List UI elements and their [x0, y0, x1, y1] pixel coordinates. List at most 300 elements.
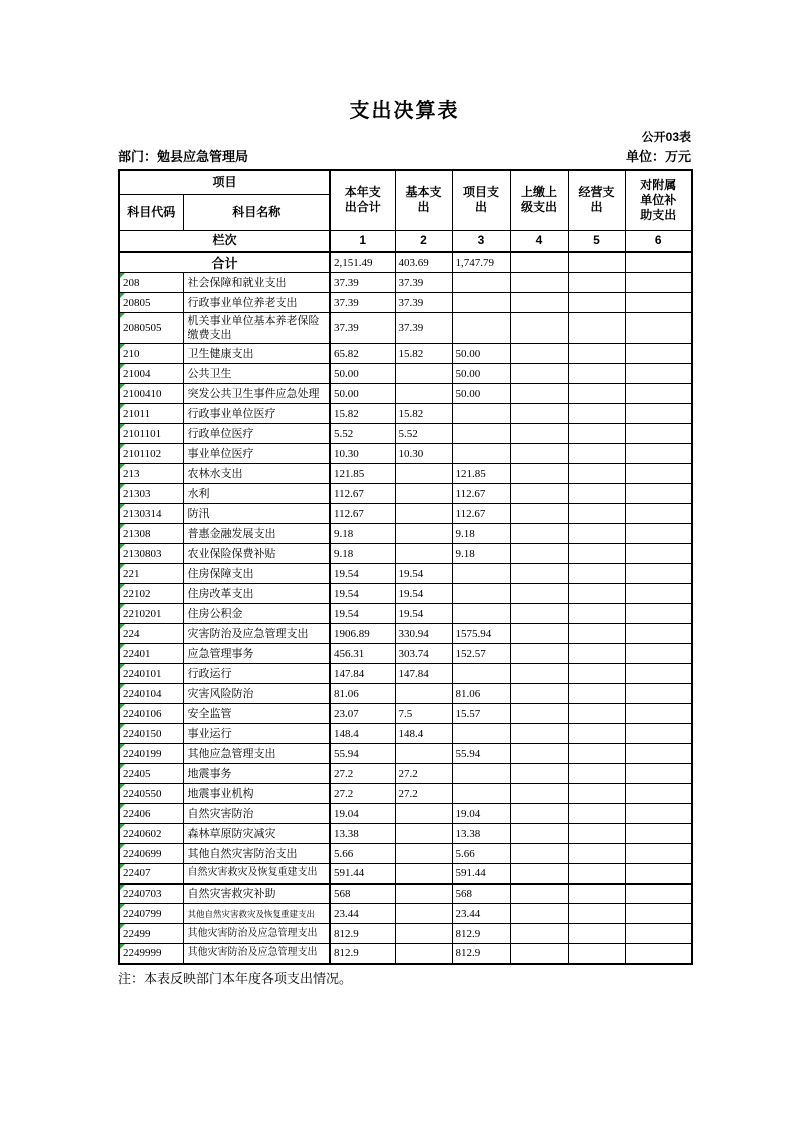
value-cell	[395, 364, 452, 384]
table-row	[119, 924, 692, 944]
value-cell	[395, 944, 452, 964]
table-row	[119, 604, 692, 624]
value-cell	[568, 504, 625, 524]
subject-name-cell: 农业保险保费补贴	[183, 544, 330, 564]
value-cell	[510, 784, 568, 804]
value-cell	[395, 864, 452, 884]
value-cell	[568, 444, 625, 464]
table-row	[119, 504, 692, 524]
value-cell	[452, 313, 510, 344]
value-cell	[452, 404, 510, 424]
value-cell	[625, 924, 692, 944]
value-cell: 50.00	[330, 384, 395, 404]
value-cell	[452, 724, 510, 744]
value-cell	[395, 484, 452, 504]
total-value-6	[625, 252, 692, 273]
subject-code-cell: 21011	[119, 404, 183, 424]
table-row	[119, 764, 692, 784]
value-cell	[510, 624, 568, 644]
value-cell: 50.00	[452, 344, 510, 364]
table-row	[119, 584, 692, 604]
value-cell	[510, 644, 568, 664]
value-cell	[625, 313, 692, 344]
value-cell: 303.74	[395, 644, 452, 664]
value-cell: 1575.94	[452, 624, 510, 644]
value-cell: 15.82	[395, 344, 452, 364]
value-cell	[395, 504, 452, 524]
table-row	[119, 784, 692, 804]
value-cell: 147.84	[395, 664, 452, 684]
value-cell	[510, 424, 568, 444]
value-cell	[510, 824, 568, 844]
value-cell: 121.85	[452, 464, 510, 484]
value-cell	[625, 464, 692, 484]
value-cell	[452, 293, 510, 313]
value-cell	[625, 504, 692, 524]
subject-code-cell: 22401	[119, 644, 183, 664]
value-cell: 812.9	[452, 924, 510, 944]
column-number-6: 6	[625, 230, 692, 252]
column-number-2: 2	[395, 230, 452, 252]
subject-code-cell: 21303	[119, 484, 183, 504]
subject-name-cell: 自然灾害防治	[183, 804, 330, 824]
value-cell	[625, 524, 692, 544]
value-cell: 9.18	[452, 544, 510, 564]
value-cell	[452, 784, 510, 804]
value-cell: 19.54	[330, 584, 395, 604]
subject-code-cell: 22102	[119, 584, 183, 604]
value-cell	[395, 384, 452, 404]
value-cell	[568, 464, 625, 484]
value-cell: 15.82	[395, 404, 452, 424]
table-row	[119, 524, 692, 544]
value-cell	[452, 764, 510, 784]
subject-name-cell: 其他应急管理支出	[183, 744, 330, 764]
table-row	[119, 904, 692, 924]
subject-name-cell: 其他自然灾害防治支出	[183, 844, 330, 864]
subject-name-cell: 行政事业单位养老支出	[183, 293, 330, 313]
value-cell	[395, 744, 452, 764]
footnote: 注：本表反映部门本年度各项支出情况。	[118, 970, 353, 986]
value-cell	[510, 564, 568, 584]
value-cell: 13.38	[452, 824, 510, 844]
value-cell	[568, 624, 625, 644]
table-row	[119, 344, 692, 364]
value-cell	[510, 764, 568, 784]
total-value-2: 403.69	[395, 252, 452, 273]
value-cell	[510, 384, 568, 404]
value-cell	[625, 404, 692, 424]
subject-name-cell: 其他灾害防治及应急管理支出	[183, 924, 330, 944]
table-row	[119, 644, 692, 664]
value-cell: 50.00	[452, 384, 510, 404]
value-cell	[568, 484, 625, 504]
value-cell: 812.9	[330, 944, 395, 964]
value-cell: 152.57	[452, 644, 510, 664]
value-cell: 19.54	[395, 564, 452, 584]
value-cell: 568	[452, 884, 510, 904]
table-row	[119, 484, 692, 504]
header-col-upturn: 上缴上级支出	[510, 170, 568, 230]
subject-name-cell: 地震事务	[183, 764, 330, 784]
column-index-row	[119, 230, 692, 252]
value-cell: 19.54	[330, 564, 395, 584]
value-cell: 812.9	[452, 944, 510, 964]
subject-code-cell: 2101102	[119, 444, 183, 464]
value-cell	[568, 844, 625, 864]
value-cell: 147.84	[330, 664, 395, 684]
value-cell	[568, 744, 625, 764]
value-cell	[568, 604, 625, 624]
value-cell: 55.94	[330, 744, 395, 764]
value-cell	[568, 644, 625, 664]
subject-code-cell: 21308	[119, 524, 183, 544]
value-cell	[568, 384, 625, 404]
value-cell: 591.44	[452, 864, 510, 884]
value-cell	[568, 724, 625, 744]
table-row	[119, 664, 692, 684]
subject-code-cell: 2240150	[119, 724, 183, 744]
subject-name-cell: 行政单位医疗	[183, 424, 330, 444]
value-cell: 19.54	[395, 584, 452, 604]
subject-code-cell: 208	[119, 273, 183, 293]
value-cell	[510, 444, 568, 464]
subject-name-cell: 安全监管	[183, 704, 330, 724]
value-cell: 19.54	[395, 604, 452, 624]
subject-code-cell: 2240106	[119, 704, 183, 724]
value-cell	[568, 904, 625, 924]
value-cell: 5.66	[330, 844, 395, 864]
value-cell: 15.82	[330, 404, 395, 424]
value-cell: 81.06	[452, 684, 510, 704]
value-cell	[568, 884, 625, 904]
value-cell	[452, 424, 510, 444]
value-cell	[395, 684, 452, 704]
value-cell	[510, 604, 568, 624]
value-cell	[510, 584, 568, 604]
value-cell	[625, 704, 692, 724]
value-cell	[625, 844, 692, 864]
value-cell	[625, 424, 692, 444]
table-row	[119, 384, 692, 404]
subject-name-cell: 事业单位医疗	[183, 444, 330, 464]
header-project: 项目	[119, 170, 330, 194]
subject-code-cell: 2240199	[119, 744, 183, 764]
subject-name-cell: 社会保障和就业支出	[183, 273, 330, 293]
value-cell	[395, 524, 452, 544]
column-number-3: 3	[452, 230, 510, 252]
value-cell: 37.39	[330, 273, 395, 293]
value-cell: 37.39	[395, 273, 452, 293]
value-cell	[510, 864, 568, 884]
value-cell	[395, 924, 452, 944]
value-cell	[395, 544, 452, 564]
value-cell: 27.2	[330, 764, 395, 784]
value-cell: 5.52	[395, 424, 452, 444]
value-cell: 19.54	[330, 604, 395, 624]
subject-name-cell: 事业运行	[183, 724, 330, 744]
value-cell	[510, 404, 568, 424]
value-cell: 456.31	[330, 644, 395, 664]
value-cell	[568, 824, 625, 844]
value-cell	[452, 604, 510, 624]
header-col-subsidy: 对附属单位补助支出	[625, 170, 692, 230]
value-cell	[625, 484, 692, 504]
value-cell	[452, 273, 510, 293]
value-cell: 148.4	[395, 724, 452, 744]
value-cell: 9.18	[452, 524, 510, 544]
subject-name-cell: 灾害风险防治	[183, 684, 330, 704]
header-col-year-total: 本年支出合计	[330, 170, 395, 230]
value-cell	[625, 764, 692, 784]
value-cell	[625, 624, 692, 644]
table-row	[119, 364, 692, 384]
value-cell: 330.94	[395, 624, 452, 644]
subject-name-cell: 卫生健康支出	[183, 344, 330, 364]
value-cell	[568, 564, 625, 584]
value-cell: 37.39	[395, 313, 452, 344]
value-cell: 19.04	[330, 804, 395, 824]
value-cell	[568, 313, 625, 344]
value-cell: 15.57	[452, 704, 510, 724]
value-cell	[510, 904, 568, 924]
meta-row	[118, 148, 691, 166]
value-cell	[510, 944, 568, 964]
value-cell	[568, 344, 625, 364]
value-cell	[568, 273, 625, 293]
value-cell	[510, 293, 568, 313]
subject-name-cell: 其他自然灾害救灾及恢复重建支出	[183, 904, 330, 924]
value-cell	[452, 564, 510, 584]
value-cell	[568, 864, 625, 884]
value-cell	[625, 684, 692, 704]
value-cell	[568, 704, 625, 724]
subject-code-cell: 2080505	[119, 313, 183, 344]
subject-name-cell: 其他灾害防治及应急管理支出	[183, 944, 330, 964]
subject-code-cell: 2240550	[119, 784, 183, 804]
value-cell: 591.44	[330, 864, 395, 884]
value-cell	[568, 684, 625, 704]
value-cell: 27.2	[395, 784, 452, 804]
subject-code-cell: 2130803	[119, 544, 183, 564]
value-cell	[395, 904, 452, 924]
value-cell	[625, 644, 692, 664]
subject-code-cell: 22405	[119, 764, 183, 784]
value-cell	[452, 664, 510, 684]
subject-name-cell: 突发公共卫生事件应急处理	[183, 384, 330, 404]
value-cell	[510, 884, 568, 904]
value-cell: 13.38	[330, 824, 395, 844]
value-cell	[625, 364, 692, 384]
subject-name-cell: 农林水支出	[183, 464, 330, 484]
value-cell: 19.04	[452, 804, 510, 824]
value-cell	[395, 804, 452, 824]
value-cell: 50.00	[452, 364, 510, 384]
value-cell: 148.4	[330, 724, 395, 744]
subject-code-cell: 22406	[119, 804, 183, 824]
value-cell	[395, 844, 452, 864]
value-cell	[625, 724, 692, 744]
value-cell: 1906.89	[330, 624, 395, 644]
subject-name-cell: 普惠金融发展支出	[183, 524, 330, 544]
value-cell: 65.82	[330, 344, 395, 364]
subject-code-cell: 2240104	[119, 684, 183, 704]
page-title: 支出决算表	[349, 100, 460, 122]
value-cell	[568, 424, 625, 444]
value-cell	[510, 744, 568, 764]
value-cell	[568, 924, 625, 944]
subject-code-cell: 2249999	[119, 944, 183, 964]
value-cell	[510, 464, 568, 484]
subject-code-cell: 224	[119, 624, 183, 644]
subject-name-cell: 机关事业单位基本养老保险缴费支出	[183, 313, 330, 344]
column-index-label: 栏次	[119, 230, 330, 252]
table-row	[119, 704, 692, 724]
value-cell	[625, 884, 692, 904]
table-row	[119, 464, 692, 484]
header-col-operating: 经营支出	[568, 170, 625, 230]
subject-code-cell: 2240602	[119, 824, 183, 844]
value-cell	[568, 664, 625, 684]
value-cell	[625, 293, 692, 313]
total-value-1: 2,151.49	[330, 252, 395, 273]
value-cell	[510, 844, 568, 864]
form-code-label: 公开03表	[641, 130, 691, 144]
value-cell	[510, 273, 568, 293]
value-cell	[625, 273, 692, 293]
value-cell	[568, 804, 625, 824]
value-cell	[625, 824, 692, 844]
value-cell: 568	[330, 884, 395, 904]
value-cell	[510, 704, 568, 724]
total-value-3: 1,747.79	[452, 252, 510, 273]
value-cell	[510, 524, 568, 544]
table-row	[119, 544, 692, 564]
table-row	[119, 724, 692, 744]
value-cell	[625, 584, 692, 604]
value-cell	[625, 384, 692, 404]
table-row	[119, 684, 692, 704]
value-cell	[625, 444, 692, 464]
subject-code-cell: 2240703	[119, 884, 183, 904]
value-cell	[395, 884, 452, 904]
header-col-basic: 基本支出	[395, 170, 452, 230]
subject-code-cell: 22407	[119, 864, 183, 884]
value-cell: 112.67	[330, 504, 395, 524]
header-subject-code: 科目代码	[119, 194, 183, 230]
table-row	[119, 424, 692, 444]
value-cell: 7.5	[395, 704, 452, 724]
table-row	[119, 444, 692, 464]
subject-code-cell: 2240799	[119, 904, 183, 924]
subject-code-cell: 213	[119, 464, 183, 484]
table-row	[119, 824, 692, 844]
subject-name-cell: 住房保障支出	[183, 564, 330, 584]
value-cell: 37.39	[330, 293, 395, 313]
subject-code-cell: 2101101	[119, 424, 183, 444]
subject-name-cell: 公共卫生	[183, 364, 330, 384]
value-cell: 55.94	[452, 744, 510, 764]
table-row	[119, 864, 692, 884]
value-cell	[510, 724, 568, 744]
subject-code-cell: 22499	[119, 924, 183, 944]
value-cell	[568, 764, 625, 784]
table-row	[119, 844, 692, 864]
subject-code-cell: 2130314	[119, 504, 183, 524]
subject-name-cell: 森林草原防灾减灾	[183, 824, 330, 844]
value-cell: 27.2	[395, 764, 452, 784]
column-number-1: 1	[330, 230, 395, 252]
value-cell	[625, 544, 692, 564]
column-number-5: 5	[568, 230, 625, 252]
column-number-4: 4	[510, 230, 568, 252]
value-cell	[510, 684, 568, 704]
unit-label: 单位：万元	[625, 149, 691, 164]
value-cell: 50.00	[330, 364, 395, 384]
value-cell: 10.30	[395, 444, 452, 464]
table-row	[119, 944, 692, 964]
value-cell	[625, 904, 692, 924]
subject-name-cell: 防汛	[183, 504, 330, 524]
value-cell: 5.66	[452, 844, 510, 864]
value-cell	[510, 504, 568, 524]
value-cell: 112.67	[452, 504, 510, 524]
value-cell	[395, 824, 452, 844]
table-row	[119, 313, 692, 344]
value-cell	[568, 524, 625, 544]
subject-code-cell: 2210201	[119, 604, 183, 624]
table-row	[119, 624, 692, 644]
value-cell: 112.67	[330, 484, 395, 504]
value-cell: 5.52	[330, 424, 395, 444]
value-cell: 23.44	[330, 904, 395, 924]
header-col-project-exp: 项目支出	[452, 170, 510, 230]
value-cell	[568, 544, 625, 564]
value-cell	[510, 364, 568, 384]
value-cell	[510, 544, 568, 564]
subject-code-cell: 2240699	[119, 844, 183, 864]
subject-code-cell: 2100410	[119, 384, 183, 404]
value-cell: 37.39	[395, 293, 452, 313]
value-cell: 812.9	[330, 924, 395, 944]
value-cell	[625, 344, 692, 364]
total-value-4	[510, 252, 568, 273]
subject-name-cell: 住房公积金	[183, 604, 330, 624]
subject-name-cell: 应急管理事务	[183, 644, 330, 664]
value-cell	[568, 944, 625, 964]
value-cell	[510, 484, 568, 504]
value-cell	[510, 664, 568, 684]
subject-name-cell: 行政事业单位医疗	[183, 404, 330, 424]
value-cell	[625, 804, 692, 824]
value-cell	[510, 344, 568, 364]
subject-name-cell: 行政运行	[183, 664, 330, 684]
total-row	[119, 252, 692, 273]
table-row	[119, 564, 692, 584]
value-cell: 121.85	[330, 464, 395, 484]
table-row	[119, 884, 692, 904]
table-row	[119, 804, 692, 824]
value-cell	[395, 464, 452, 484]
value-cell	[510, 804, 568, 824]
value-cell	[625, 944, 692, 964]
department-label: 部门：勉县应急管理局	[118, 149, 249, 164]
value-cell: 23.44	[452, 904, 510, 924]
value-cell	[568, 584, 625, 604]
value-cell	[625, 864, 692, 884]
value-cell: 37.39	[330, 313, 395, 344]
total-value-5	[568, 252, 625, 273]
